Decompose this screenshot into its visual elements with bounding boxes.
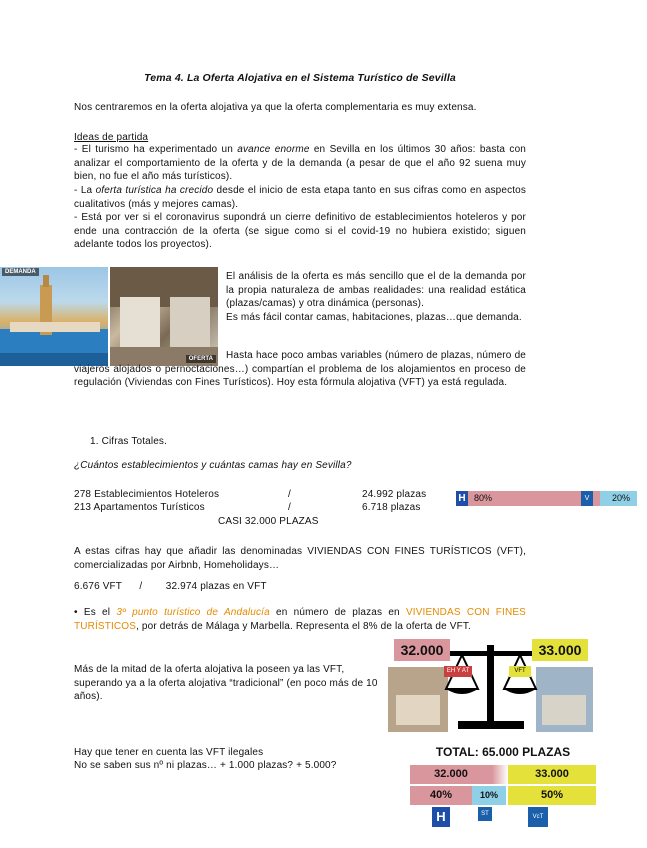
idea-2-text-a: - La: [74, 185, 96, 196]
totals-left-value: 32.000: [410, 765, 492, 784]
totals-left-pct: 40%: [410, 786, 472, 805]
scale-left-tag: EH Y AT: [444, 666, 472, 677]
totals-title: TOTAL: 65.000 PLAZAS: [435, 745, 571, 759]
analysis-p2: Es más fácil contar camas, habitaciones, plazas…que demanda.: [226, 312, 522, 323]
share-bar: [456, 491, 647, 506]
row2-plazas: 6.718 plazas: [362, 502, 421, 513]
total-plazas: CASI 32.000 PLAZAS: [218, 516, 319, 527]
idea-2-emphasis: oferta turística ha crecido: [95, 185, 214, 196]
totals-vft-icon: VcT: [528, 807, 548, 827]
row1-plazas: 24.992 plazas: [362, 489, 427, 500]
scale-right-value: 33.000: [532, 639, 588, 661]
scale-right-tag: VFT: [509, 666, 531, 677]
idea-1-emphasis: avance enorme: [237, 144, 310, 155]
third-place-highlight: 3º punto turístico de Andalucía: [116, 607, 270, 618]
idea-1-text-b: en Sevilla en los últimos 30 años: basta con analizar el comportamiento de la oferta y de la demanda (a pesar de que el año 92 suena muy bien, no fue el año más turísticos).: [74, 144, 527, 182]
section-question: ¿Cuántos establecimientos y cuántas camas hay en Sevilla?: [74, 460, 352, 471]
ideas-heading: Ideas de partida: [74, 132, 149, 143]
half-offer-text: Más de la mitad de la oferta alojativa la poseen ya las VFT, superando ya a la oferta alojativa “tradicional” (en poco más de 10 años).: [74, 664, 378, 702]
share-bar-apartments: [600, 491, 637, 506]
totals-right-pct: 50%: [508, 786, 596, 805]
row2-slash: /: [288, 502, 291, 513]
row1-establishments: 278 Establecimientos Hoteleros: [74, 489, 220, 500]
idea-1: [74, 143, 526, 184]
third-place-highlight-2: VIVIENDAS CON FINES TURÍSTICOS: [74, 607, 526, 632]
row1-slash: /: [288, 489, 291, 500]
totals-mid-pct: 10%: [472, 786, 506, 805]
totals-right-value: 33.000: [508, 765, 596, 784]
third-place-text-a: • Es el: [74, 607, 117, 618]
section-heading: 1. Cifras Totales.: [90, 436, 167, 447]
idea-2-text-b: desde el inicio de esta etapa tanto en sus cifras como en aspectos cualitativos (más y mejores camas).: [74, 185, 527, 210]
vft-figures: 6.676 VFT / 32.974 plazas en VFT: [74, 581, 267, 592]
vivienda-icon: V: [581, 491, 593, 506]
illegal-line-2: No se saben sus nº ni plazas… + 1.000 plazas? + 5.000?: [74, 760, 337, 771]
page-title: Tema 4. La Oferta Alojativa en el Sistema Turístico de Sevilla: [144, 72, 456, 84]
hotel-icon: H: [456, 491, 468, 506]
vft-intro: A estas cifras hay que añadir las denominadas VIVIENDAS CON FINES TURÍSTICOS (VFT), comercializadas por Airbnb, Homeholidays…: [74, 546, 526, 571]
totals-hotel-icon: H: [432, 807, 450, 827]
illegal-line-1: Hay que tener en cuenta las VFT ilegales: [74, 747, 264, 758]
third-place-text-c: , por detrás de Málaga y Marbella. Representa el 8% de la oferta de VFT.: [136, 620, 471, 632]
demanda-label: DEMANDA: [2, 268, 39, 276]
oferta-label: OFERTA: [186, 355, 216, 363]
share-bar-apartments-pct: 20%: [612, 493, 631, 503]
third-place-text-b: en número de plazas en: [269, 607, 406, 618]
idea-3: - Está por ver si el coronavirus supondrá un cierre definitivo de establecimientos hoteleros y por ende una contracción de la oferta (se sigue como si el covid-19 no hubiera existido; siguen adelante todos los proyectos).: [74, 212, 526, 250]
share-bar-hotels-pct: 80%: [474, 493, 493, 503]
scale-graphic: [388, 637, 593, 732]
totals-table: [410, 743, 596, 829]
analysis-p1: El análisis de la oferta es más sencillo que el de la demanda por la propia naturaleza de ambas realidades: una realidad estática (plazas/camas) y otra dinámica (personas).: [226, 271, 526, 309]
analysis-p3: Hasta hace poco ambas variables (número de plazas, número de viajeros alojados o pernoctaciones…) compartían el problema de los alojamientos en proceso de regulación (Viviendas con Fines Turísticos). Hoy esta fórmula alojativa (VFT) ya está regulada.: [74, 350, 526, 388]
intro-text: Nos centraremos en la oferta alojativa ya que la oferta complementaria es muy extensa.: [74, 102, 477, 113]
idea-2: [74, 184, 526, 211]
totals-apartment-icon: ST: [478, 807, 492, 821]
third-place: [74, 606, 526, 633]
idea-1-text-a: - El turismo ha experimentado un: [74, 144, 238, 155]
scale-left-value: 32.000: [394, 639, 450, 661]
row2-apartments: 213 Apartamentos Turísticos: [74, 502, 205, 513]
totals-gradient-left: [492, 765, 508, 784]
